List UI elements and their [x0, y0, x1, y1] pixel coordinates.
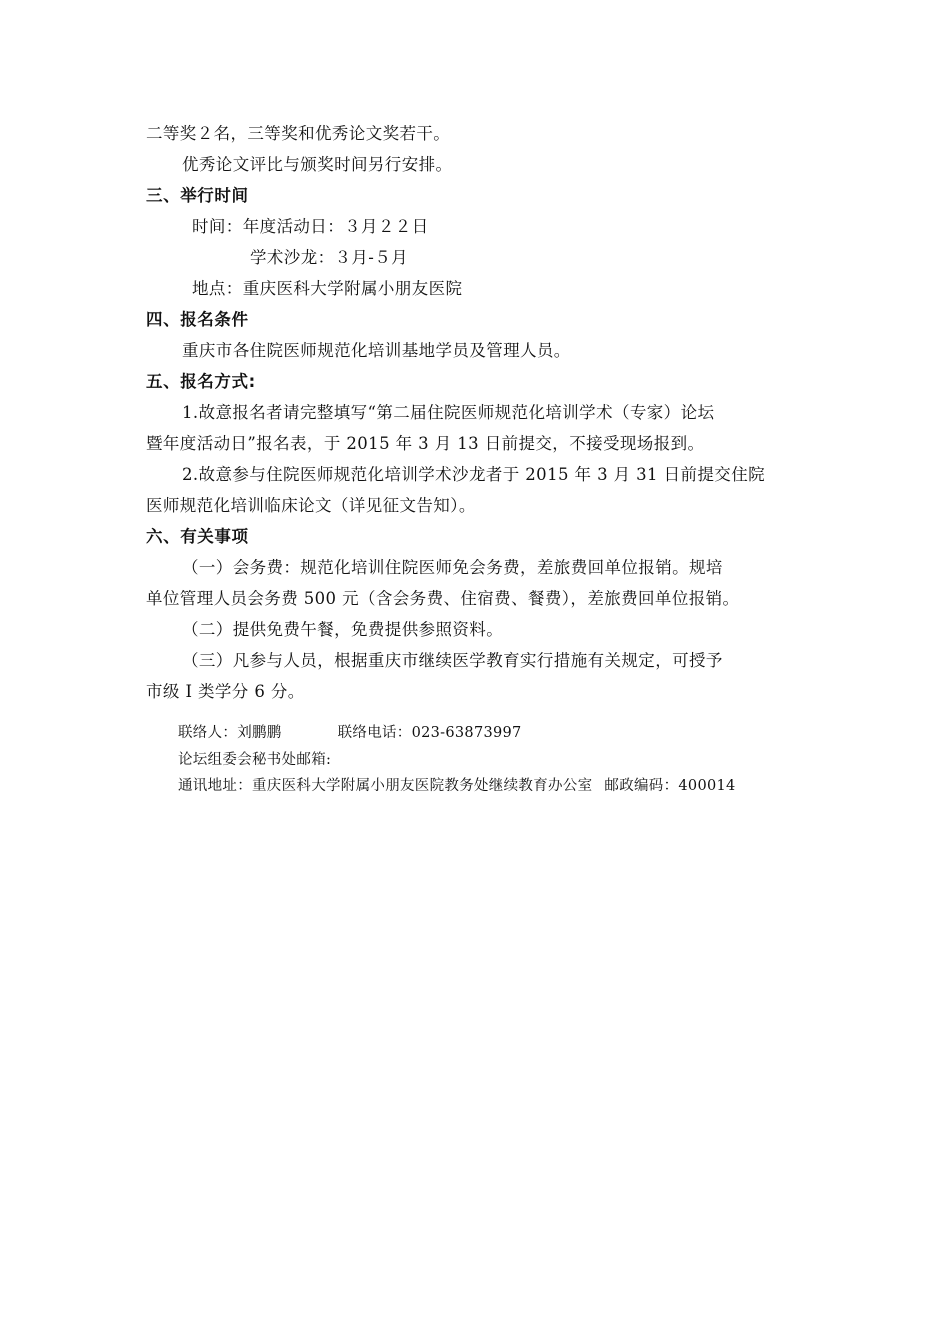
notes-item-1-line-2: 单位管理人员会务费 500 元（含会务费、住宿费、餐费），差旅费回单位报销。: [146, 589, 740, 608]
contact-person-name: 刘鹏鹏: [237, 725, 282, 741]
venue: 地点：重庆医科大学附属小朋友医院: [192, 279, 463, 298]
registration-item-2-line-2: 医师规范化培训临床论文（详见征文告知）。: [146, 496, 476, 515]
notes-item-3-line-1: （三）凡参与人员，根据重庆市继续医学教育实行措施有关规定，可授予: [182, 651, 723, 670]
contact-postcode-label: 邮政编码：: [604, 778, 679, 794]
contact-address: 重庆医科大学附属小朋友医院教务处继续教育办公室: [252, 778, 593, 794]
section-heading-registration: 五、报名方式:: [146, 372, 256, 391]
contact-phone-label: 联络电话：: [337, 725, 412, 741]
contact-person-line: [178, 720, 818, 747]
time-salon: 学术沙龙：３月-５月: [250, 248, 409, 267]
registration-item-1-line-1: 1.故意报名者请完整填写“第二届住院医师规范化培训学术（专家）论坛: [182, 403, 715, 422]
document-body: [146, 118, 806, 707]
notes-item-1-line-1: （一）会务费：规范化培训住院医师免会务费，差旅费回单位报销。规培: [182, 558, 723, 577]
notes-item-2: （二）提供免费午餐，免费提供参照资料。: [182, 620, 504, 639]
contact-address-line: [178, 773, 818, 800]
contact-person-label: 联络人：: [178, 725, 238, 741]
registration-item-2-line-1: 2.故意参与住院医师规范化培训学术沙龙者于 2015 年 3 月 31 日前提交住院: [182, 465, 765, 484]
contact-email-line: [178, 747, 818, 774]
award-schedule-paragraph: 优秀论文评比与颁奖时间另行安排。: [182, 155, 453, 174]
contact-email-label: 论坛组委会秘书处邮箱:: [178, 751, 332, 768]
contact-address-label: 通讯地址：: [178, 778, 252, 794]
contact-phone: 023-63873997: [411, 725, 522, 741]
award-paragraph: 二等奖２名，三等奖和优秀论文奖若干。: [146, 124, 451, 143]
section-heading-time: 三、举行时间: [146, 186, 249, 205]
contact-block: [178, 720, 818, 800]
notes-item-3-line-2: 市级 I 类学分 6 分。: [146, 682, 305, 701]
contact-postcode: 400014: [678, 778, 736, 794]
time-annual-day: 时间：年度活动日：３月２２日: [192, 217, 429, 236]
section-heading-notes: 六、有关事项: [146, 527, 249, 546]
registration-item-1-line-2: 暨年度活动日”报名表，于 2015 年 3 月 13 日前提交，不接受现场报到。: [146, 434, 705, 453]
eligibility-paragraph: 重庆市各住院医师规范化培训基地学员及管理人员。: [182, 341, 571, 360]
section-heading-eligibility: 四、报名条件: [146, 310, 249, 329]
